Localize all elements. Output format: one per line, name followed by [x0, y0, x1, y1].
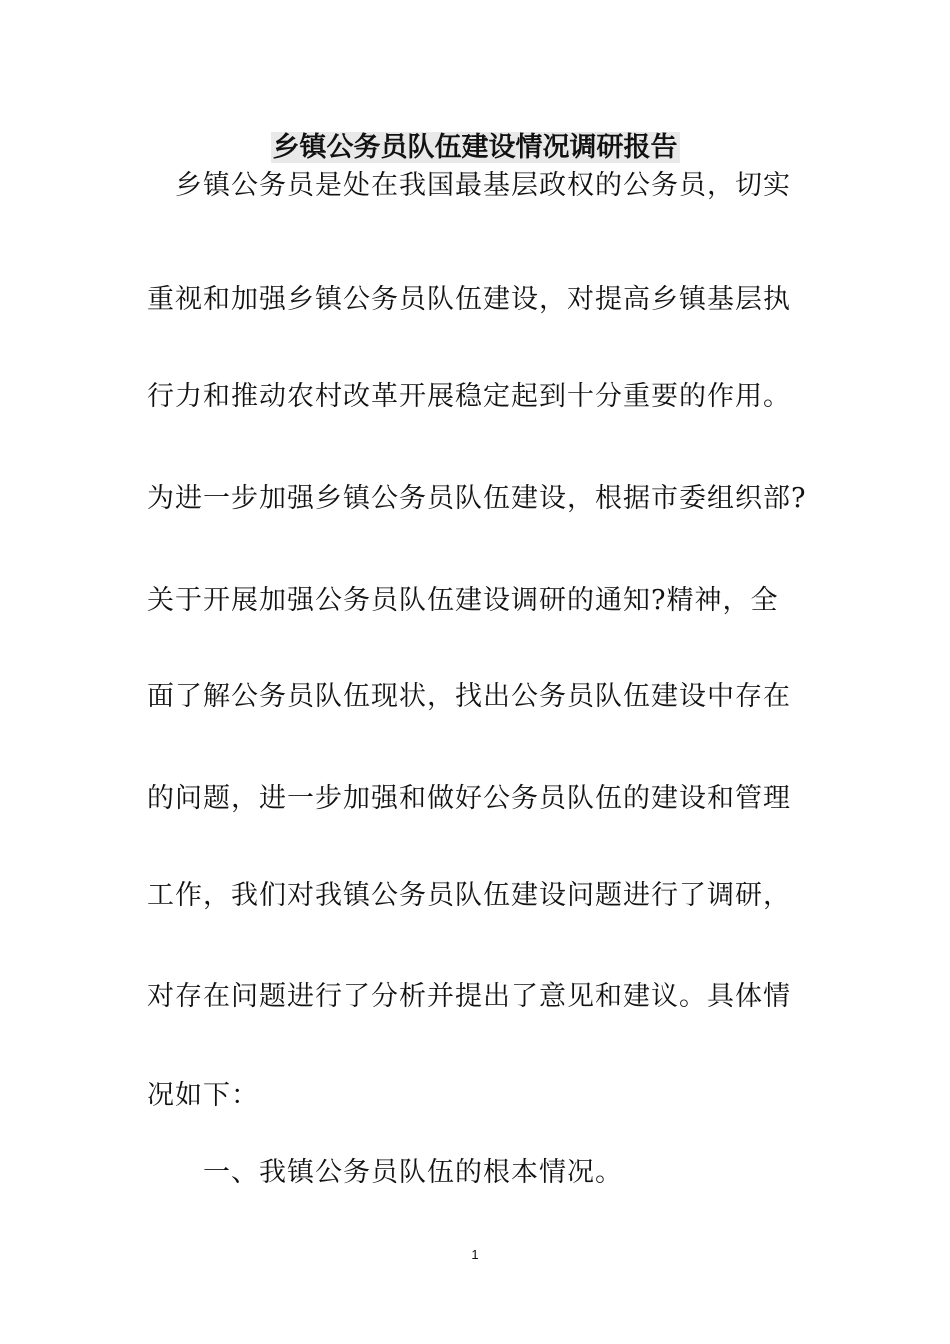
paragraph-line: 关于开展加强公务员队伍建设调研的通知?精神，全 — [147, 585, 779, 616]
document-title-text: 乡镇公务员队伍建设情况调研报告 — [272, 132, 678, 163]
paragraph-line: 为进一步加强乡镇公务员队伍建设，根据市委组织部? — [147, 483, 807, 514]
section-heading: 一、我镇公务员队伍的根本情况。 — [203, 1157, 623, 1188]
document-title — [0, 128, 950, 168]
paragraph-line: 重视和加强乡镇公务员队伍建设，对提高乡镇基层执 — [147, 284, 791, 315]
paragraph-line: 工作，我们对我镇公务员队伍建设问题进行了调研， — [147, 880, 791, 911]
paragraph-line: 的问题，进一步加强和做好公务员队伍的建设和管理 — [147, 783, 791, 814]
page-number: 1 — [471, 1247, 479, 1262]
paragraph-line: 对存在问题进行了分析并提出了意见和建议。具体情 — [147, 981, 791, 1012]
paragraph-line: 乡镇公务员是处在我国最基层政权的公务员，切实 — [147, 170, 791, 201]
paragraph-line: 况如下： — [147, 1080, 259, 1111]
paragraph-line: 面了解公务员队伍现状，找出公务员队伍建设中存在 — [147, 681, 791, 712]
paragraph-line: 行力和推动农村改革开展稳定起到十分重要的作用。 — [147, 381, 791, 412]
